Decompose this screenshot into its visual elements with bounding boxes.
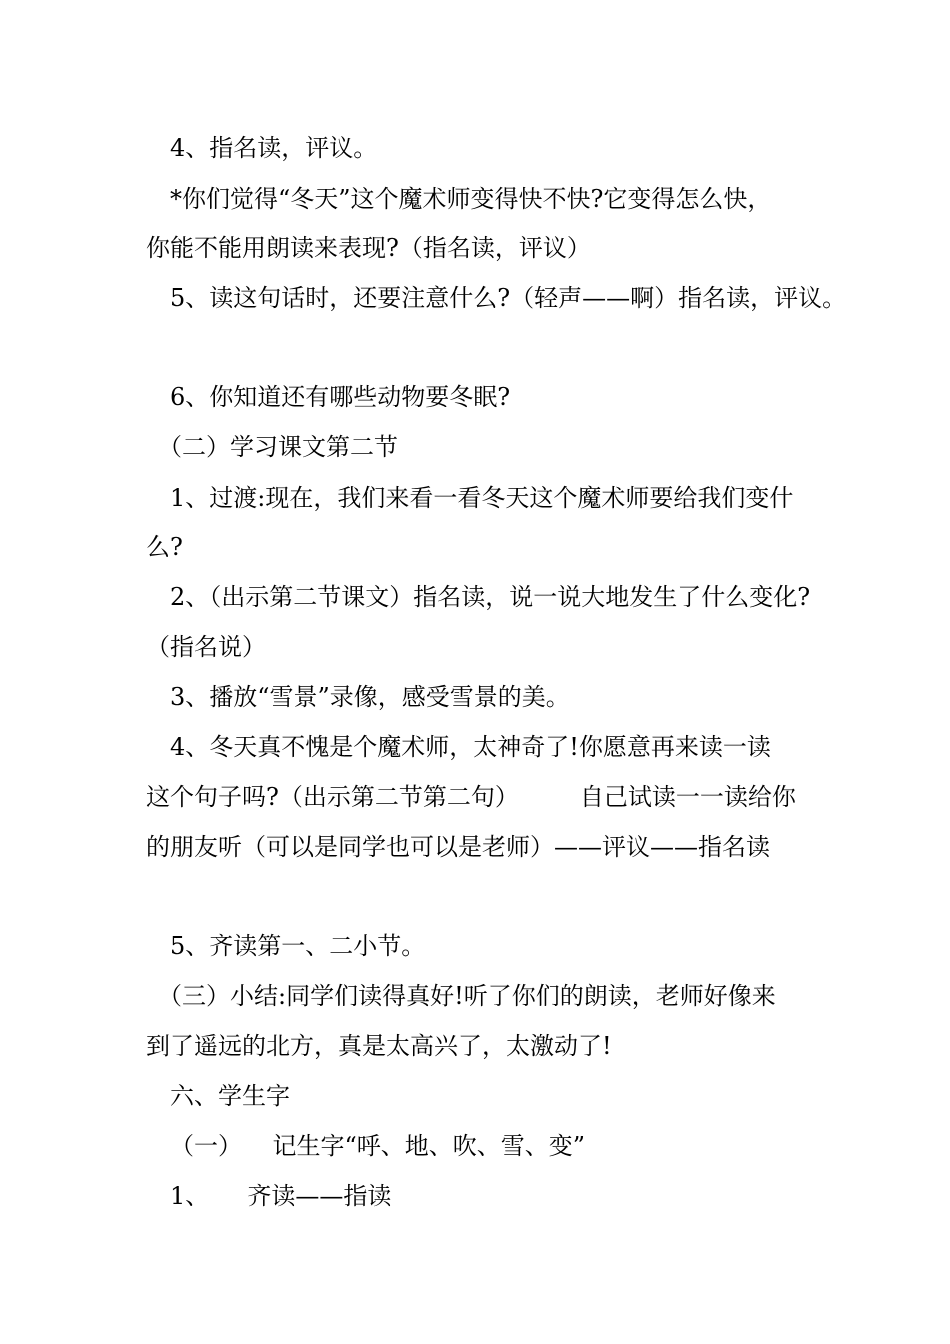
text-line-9: 2、（出示第二节课文）指名读，说一说大地发生了什么变化?: [170, 583, 811, 611]
text-line-2: *你们觉得“冬天”这个魔术师变得快不快?它变得怎么快，: [170, 185, 772, 213]
text-line-13: 这个句子吗?（出示第二节第二句） 自己试读一一读给你: [146, 783, 796, 811]
text-line-14: 的朋友听（可以是同学也可以是老师）——评议——指名读: [146, 833, 770, 861]
text-line-6: （二）学习课文第二节: [158, 433, 398, 461]
text-line-7: 1、过渡:现在，我们来看一看冬天这个魔术师要给我们变什: [170, 484, 794, 512]
text-line-5: 6、你知道还有哪些动物要冬眠?: [170, 383, 511, 411]
text-line-19: （一） 记生字“呼、地、吹、雪、变”: [170, 1132, 586, 1160]
text-line-10: （指名说）: [146, 633, 266, 661]
text-line-12: 4、冬天真不愧是个魔术师，太神奇了!你愿意再来读一读: [170, 733, 771, 761]
text-line-11: 3、播放“雪景”录像，感受雪景的美。: [170, 683, 570, 711]
text-line-1: 4、指名读，评议。: [170, 134, 378, 162]
text-line-20: 1、 齐读——指读: [170, 1182, 392, 1210]
text-line-4: 5、读这句话时，还要注意什么?（轻声——啊）指名读，评议。: [170, 284, 847, 312]
text-line-3: 你能不能用朗读来表现?（指名读，评议）: [146, 234, 591, 262]
text-line-16: （三）小结:同学们读得真好!听了你们的朗读，老师好像来: [158, 982, 776, 1010]
text-line-17: 到了遥远的北方，真是太高兴了，太激动了!: [146, 1032, 612, 1060]
text-line-18: 六、学生字: [170, 1082, 290, 1110]
text-line-8: 么?: [146, 533, 183, 561]
text-line-15: 5、齐读第一、二小节。: [170, 932, 426, 960]
